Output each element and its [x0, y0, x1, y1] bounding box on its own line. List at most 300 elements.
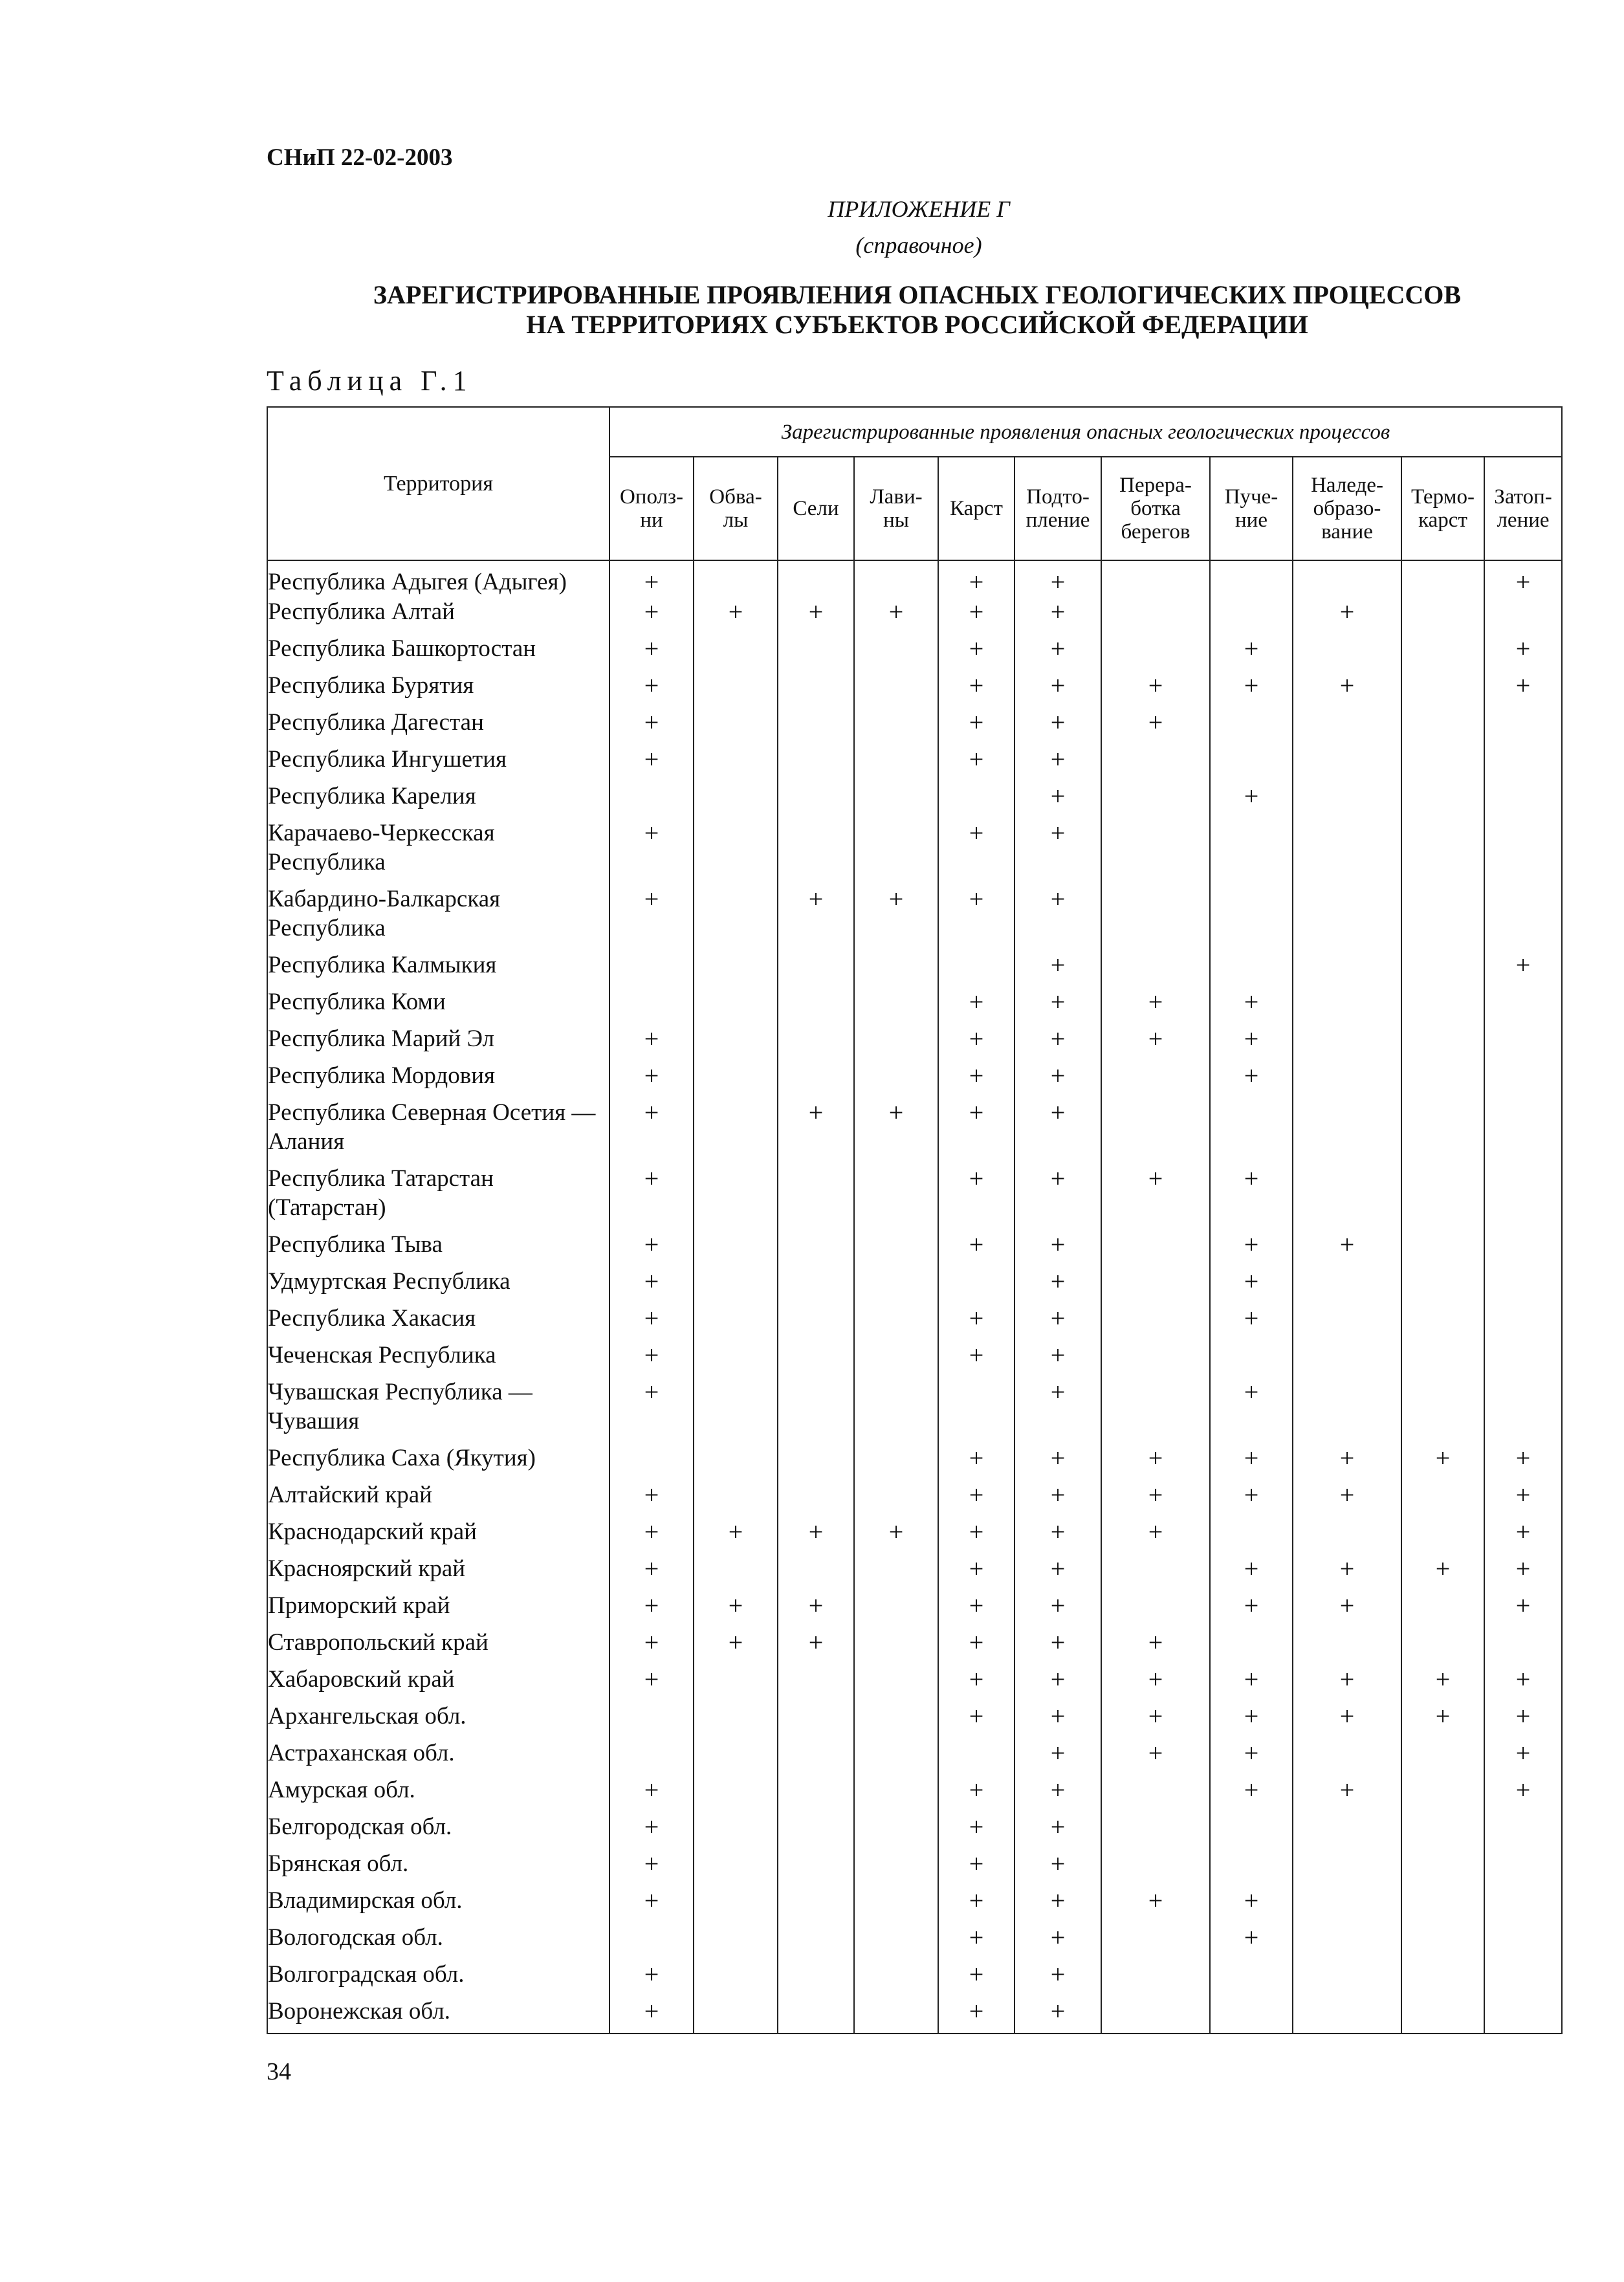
table-label: Таблица Г.1	[267, 365, 473, 397]
table-row	[267, 597, 1562, 634]
process-mark	[778, 1997, 854, 2034]
process-mark: +	[1101, 671, 1210, 708]
process-mark: +	[1015, 708, 1101, 745]
process-mark: +	[938, 708, 1015, 745]
process-mark: +	[1401, 1702, 1484, 1739]
appendix-note: (справочное)	[855, 232, 982, 258]
process-mark	[1101, 1849, 1210, 1886]
column-header: Сели	[778, 457, 854, 560]
table-row	[267, 1849, 1562, 1886]
process-mark: +	[1293, 1591, 1401, 1628]
process-mark	[938, 1377, 1015, 1443]
process-mark: +	[1015, 560, 1101, 597]
process-mark	[778, 1304, 854, 1341]
process-mark: +	[1015, 1702, 1101, 1739]
territory-name: Республика Бурятия	[267, 671, 609, 708]
process-mark	[1210, 560, 1293, 597]
process-mark	[1401, 782, 1484, 818]
process-mark	[1210, 745, 1293, 782]
process-mark: +	[1015, 1164, 1101, 1230]
process-mark: +	[694, 1591, 778, 1628]
process-mark: +	[1484, 634, 1562, 671]
process-mark	[1210, 1960, 1293, 1997]
document-title-line-1: ЗАРЕГИСТРИРОВАННЫЕ ПРОЯВЛЕНИЯ ОПАСНЫХ ГЕОЛОГИЧЕСКИХ ПРОЦЕССОВ	[373, 280, 1462, 309]
process-mark	[778, 560, 854, 597]
territory-name: Амурская обл.	[267, 1775, 609, 1812]
process-mark: +	[1484, 671, 1562, 708]
process-mark: +	[1015, 1230, 1101, 1267]
process-mark	[1101, 1960, 1210, 1997]
territory-name: Республика Алтай	[267, 597, 609, 634]
process-mark	[1101, 560, 1210, 597]
process-mark	[694, 1739, 778, 1775]
table-row	[267, 1702, 1562, 1739]
table-row	[267, 1923, 1562, 1960]
process-mark	[694, 745, 778, 782]
territory-name: Волгоградская обл.	[267, 1960, 609, 1997]
process-mark	[778, 1267, 854, 1304]
process-mark	[1401, 1061, 1484, 1098]
process-mark	[1484, 1098, 1562, 1164]
process-mark: +	[1210, 1377, 1293, 1443]
process-mark	[1484, 1923, 1562, 1960]
process-mark	[1293, 950, 1401, 987]
process-mark: +	[1015, 1628, 1101, 1665]
process-mark	[778, 1443, 854, 1480]
process-mark	[609, 950, 694, 987]
process-mark	[609, 1702, 694, 1739]
process-mark: +	[1101, 1024, 1210, 1061]
process-mark: +	[938, 745, 1015, 782]
process-mark: +	[938, 1230, 1015, 1267]
process-mark	[1293, 1304, 1401, 1341]
process-mark	[1210, 1997, 1293, 2034]
process-mark	[694, 1267, 778, 1304]
process-mark	[694, 782, 778, 818]
process-mark	[1484, 1886, 1562, 1923]
process-mark	[1401, 1098, 1484, 1164]
process-mark: +	[938, 884, 1015, 950]
process-mark	[1210, 950, 1293, 987]
process-mark	[1293, 884, 1401, 950]
process-mark: +	[1015, 1775, 1101, 1812]
process-mark: +	[1015, 1377, 1101, 1443]
process-mark	[1484, 1164, 1562, 1230]
process-mark: +	[609, 708, 694, 745]
process-mark: +	[1101, 1517, 1210, 1554]
process-mark	[1101, 884, 1210, 950]
process-mark: +	[1015, 634, 1101, 671]
document-title-line-2: НА ТЕРРИТОРИЯХ СУБЪЕКТОВ РОССИЙСКОЙ ФЕДЕРАЦИИ	[526, 310, 1308, 339]
process-mark	[854, 1164, 938, 1230]
process-mark	[1401, 1164, 1484, 1230]
process-mark: +	[1484, 1480, 1562, 1517]
process-mark	[1401, 1480, 1484, 1517]
process-mark	[938, 782, 1015, 818]
table-row	[267, 1341, 1562, 1377]
process-mark	[778, 1923, 854, 1960]
process-mark: +	[1015, 1098, 1101, 1164]
process-mark: +	[1210, 1591, 1293, 1628]
process-mark: +	[938, 1554, 1015, 1591]
process-mark	[854, 1739, 938, 1775]
territory-header: Территория	[267, 407, 609, 560]
process-mark	[1101, 1377, 1210, 1443]
process-mark	[1293, 1377, 1401, 1443]
process-mark: +	[778, 1517, 854, 1554]
process-mark	[854, 1267, 938, 1304]
process-mark: +	[938, 1775, 1015, 1812]
process-mark: +	[609, 1886, 694, 1923]
process-mark	[854, 634, 938, 671]
territory-name: Республика Дагестан	[267, 708, 609, 745]
process-mark: +	[694, 1517, 778, 1554]
process-mark	[1101, 1812, 1210, 1849]
process-mark	[1484, 1849, 1562, 1886]
process-mark: +	[1101, 1665, 1210, 1702]
territory-name: Республика Тыва	[267, 1230, 609, 1267]
process-mark: +	[938, 1517, 1015, 1554]
process-mark	[778, 818, 854, 884]
table-row	[267, 1997, 1562, 2034]
process-mark: +	[854, 1098, 938, 1164]
process-mark	[1484, 884, 1562, 950]
process-mark: +	[1484, 1443, 1562, 1480]
table-row	[267, 1591, 1562, 1628]
process-mark	[1101, 1061, 1210, 1098]
process-mark	[778, 782, 854, 818]
process-mark: +	[1210, 987, 1293, 1024]
table-row	[267, 1480, 1562, 1517]
process-mark: +	[1210, 1702, 1293, 1739]
territory-name: Республика Башкортостан	[267, 634, 609, 671]
process-mark	[1101, 1098, 1210, 1164]
process-mark	[854, 1480, 938, 1517]
process-mark: +	[1293, 1230, 1401, 1267]
process-mark: +	[938, 1960, 1015, 1997]
process-mark: +	[938, 1443, 1015, 1480]
process-mark	[694, 560, 778, 597]
process-mark: +	[1210, 1061, 1293, 1098]
process-mark: +	[1484, 1739, 1562, 1775]
process-mark: +	[1293, 1665, 1401, 1702]
territory-name: Астраханская обл.	[267, 1739, 609, 1775]
process-mark	[1401, 1775, 1484, 1812]
process-mark	[1293, 634, 1401, 671]
process-mark	[1484, 782, 1562, 818]
process-mark	[854, 708, 938, 745]
process-mark	[1101, 782, 1210, 818]
process-mark	[854, 782, 938, 818]
process-mark	[1401, 745, 1484, 782]
territory-name: Хабаровский край	[267, 1665, 609, 1702]
process-mark: +	[1015, 1024, 1101, 1061]
process-mark	[1293, 1061, 1401, 1098]
process-mark	[1293, 1997, 1401, 2034]
process-mark: +	[609, 1775, 694, 1812]
process-mark	[1484, 818, 1562, 884]
process-mark: +	[1484, 1591, 1562, 1628]
process-mark	[778, 634, 854, 671]
process-mark: +	[1101, 708, 1210, 745]
process-mark: +	[609, 745, 694, 782]
process-mark	[854, 1812, 938, 1849]
process-mark	[1210, 1849, 1293, 1886]
process-mark: +	[938, 987, 1015, 1024]
process-mark: +	[1210, 1164, 1293, 1230]
process-mark: +	[1293, 1480, 1401, 1517]
column-header: Затоп- ление	[1484, 457, 1562, 560]
process-mark: +	[778, 884, 854, 950]
process-mark	[854, 1377, 938, 1443]
territory-name: Кабардино-Балкарская Республика	[267, 884, 609, 950]
process-mark: +	[1101, 1164, 1210, 1230]
process-mark: +	[938, 671, 1015, 708]
process-mark: +	[609, 634, 694, 671]
process-mark: +	[1101, 1443, 1210, 1480]
process-mark	[694, 1702, 778, 1739]
process-mark	[609, 1923, 694, 1960]
process-mark: +	[1015, 1267, 1101, 1304]
appendix-label: ПРИЛОЖЕНИЕ Г	[828, 196, 1010, 222]
process-mark	[778, 671, 854, 708]
process-mark	[1293, 745, 1401, 782]
process-mark: +	[938, 1812, 1015, 1849]
process-mark: +	[609, 1997, 694, 2034]
process-mark	[778, 1702, 854, 1739]
process-mark	[1484, 1812, 1562, 1849]
process-mark	[778, 1554, 854, 1591]
process-mark	[778, 1775, 854, 1812]
process-mark: +	[1401, 1665, 1484, 1702]
process-mark	[1293, 708, 1401, 745]
table-row	[267, 1443, 1562, 1480]
territory-name: Республика Адыгея (Адыгея)	[267, 560, 609, 597]
process-mark	[1484, 1304, 1562, 1341]
process-mark	[1484, 1061, 1562, 1098]
process-mark	[1401, 597, 1484, 634]
process-mark	[1401, 1304, 1484, 1341]
document-code: СНиП 22-02-2003	[267, 144, 453, 171]
territory-name: Республика Татарстан (Татарстан)	[267, 1164, 609, 1230]
process-mark: +	[609, 818, 694, 884]
process-mark: +	[1015, 1960, 1101, 1997]
process-mark	[1401, 708, 1484, 745]
process-mark	[1101, 1775, 1210, 1812]
process-mark	[854, 1923, 938, 1960]
process-mark: +	[1101, 1739, 1210, 1775]
territory-name: Республика Саха (Якутия)	[267, 1443, 609, 1480]
process-mark: +	[1210, 1775, 1293, 1812]
process-mark: +	[1015, 1480, 1101, 1517]
process-mark	[694, 634, 778, 671]
process-mark	[1293, 1341, 1401, 1377]
territory-name: Приморский край	[267, 1591, 609, 1628]
process-mark	[1101, 818, 1210, 884]
process-mark: +	[1293, 1775, 1401, 1812]
process-mark: +	[1015, 1061, 1101, 1098]
territory-name: Карачаево-Черкесская Республика	[267, 818, 609, 884]
process-mark	[778, 1061, 854, 1098]
process-mark	[1401, 1377, 1484, 1443]
process-mark	[854, 1443, 938, 1480]
process-mark	[1401, 1923, 1484, 1960]
process-mark: +	[1015, 1886, 1101, 1923]
process-mark	[1210, 1517, 1293, 1554]
column-header: Пуче- ние	[1210, 457, 1293, 560]
process-mark: +	[938, 1480, 1015, 1517]
process-mark	[1484, 1960, 1562, 1997]
process-mark	[938, 950, 1015, 987]
process-mark	[694, 950, 778, 987]
process-mark	[1484, 708, 1562, 745]
process-mark: +	[1015, 1739, 1101, 1775]
process-mark	[1293, 1517, 1401, 1554]
column-header: Лави- ны	[854, 457, 938, 560]
column-header: Обва- лы	[694, 457, 778, 560]
process-mark: +	[938, 1702, 1015, 1739]
process-mark	[1401, 560, 1484, 597]
process-mark	[778, 708, 854, 745]
process-mark: +	[1210, 634, 1293, 671]
process-mark: +	[938, 1061, 1015, 1098]
process-mark	[1210, 818, 1293, 884]
process-mark	[1101, 1267, 1210, 1304]
table-row	[267, 884, 1562, 950]
process-mark: +	[609, 884, 694, 950]
process-mark: +	[1015, 671, 1101, 708]
process-mark: +	[938, 597, 1015, 634]
process-mark	[854, 950, 938, 987]
process-mark	[694, 1098, 778, 1164]
process-mark	[694, 1377, 778, 1443]
process-mark: +	[1293, 671, 1401, 708]
table-row	[267, 1304, 1562, 1341]
process-mark	[1101, 1591, 1210, 1628]
process-mark	[1484, 745, 1562, 782]
territory-name: Республика Карелия	[267, 782, 609, 818]
process-mark	[1101, 1923, 1210, 1960]
process-mark	[694, 1812, 778, 1849]
process-mark: +	[1210, 1480, 1293, 1517]
process-mark: +	[1015, 1923, 1101, 1960]
process-mark: +	[609, 1377, 694, 1443]
process-mark: +	[609, 1024, 694, 1061]
process-mark	[609, 1739, 694, 1775]
table-row	[267, 1665, 1562, 1702]
process-mark: +	[609, 1061, 694, 1098]
process-mark	[1101, 1554, 1210, 1591]
territory-name: Республика Коми	[267, 987, 609, 1024]
territory-name: Архангельская обл.	[267, 1702, 609, 1739]
table-row	[267, 671, 1562, 708]
process-mark: +	[1401, 1554, 1484, 1591]
process-mark	[1101, 1997, 1210, 2034]
process-mark: +	[1293, 597, 1401, 634]
process-mark: +	[1484, 950, 1562, 987]
process-mark: +	[609, 1267, 694, 1304]
process-mark: +	[854, 884, 938, 950]
process-mark	[1401, 1591, 1484, 1628]
process-mark: +	[609, 597, 694, 634]
territory-name: Республика Марий Эл	[267, 1024, 609, 1061]
territory-name: Вологодская обл.	[267, 1923, 609, 1960]
process-mark: +	[609, 1480, 694, 1517]
process-mark: +	[1015, 1554, 1101, 1591]
process-mark	[778, 1960, 854, 1997]
process-mark	[694, 1775, 778, 1812]
process-mark: +	[1210, 671, 1293, 708]
process-mark	[1401, 1849, 1484, 1886]
territory-name: Брянская обл.	[267, 1849, 609, 1886]
process-mark: +	[938, 1098, 1015, 1164]
process-mark: +	[938, 1665, 1015, 1702]
process-mark	[854, 560, 938, 597]
process-mark: +	[1015, 745, 1101, 782]
table-row	[267, 1267, 1562, 1304]
process-mark	[1101, 1341, 1210, 1377]
process-mark	[1293, 1628, 1401, 1665]
process-mark	[694, 818, 778, 884]
process-mark: +	[1101, 1886, 1210, 1923]
column-header: Наледе- образо- вание	[1293, 457, 1401, 560]
process-mark: +	[1484, 1702, 1562, 1739]
column-header: Перера- ботка берегов	[1101, 457, 1210, 560]
process-mark: +	[1015, 1812, 1101, 1849]
process-mark	[694, 1960, 778, 1997]
process-mark	[1484, 1024, 1562, 1061]
process-mark	[1484, 987, 1562, 1024]
process-mark	[938, 1739, 1015, 1775]
process-mark	[778, 1230, 854, 1267]
table-row	[267, 818, 1562, 884]
process-mark: +	[938, 1164, 1015, 1230]
process-mark	[1293, 1812, 1401, 1849]
process-mark: +	[1015, 1304, 1101, 1341]
process-mark	[1293, 1960, 1401, 1997]
process-mark	[1293, 1849, 1401, 1886]
process-mark: +	[1484, 1665, 1562, 1702]
process-mark	[694, 1230, 778, 1267]
process-mark	[694, 987, 778, 1024]
process-mark: +	[854, 1517, 938, 1554]
process-mark	[694, 1304, 778, 1341]
process-mark: +	[778, 1628, 854, 1665]
process-mark: +	[1015, 782, 1101, 818]
process-mark	[1401, 1812, 1484, 1849]
process-mark	[1484, 1628, 1562, 1665]
table-row	[267, 1960, 1562, 1997]
process-mark	[694, 1061, 778, 1098]
process-mark	[1210, 1098, 1293, 1164]
table-row	[267, 1024, 1562, 1061]
page-number: 34	[267, 2058, 291, 2085]
process-mark	[854, 1341, 938, 1377]
process-mark	[854, 1775, 938, 1812]
process-mark	[1484, 1230, 1562, 1267]
process-mark: +	[1293, 1702, 1401, 1739]
process-mark: +	[938, 1997, 1015, 2034]
territory-name: Красноярский край	[267, 1554, 609, 1591]
process-mark: +	[1101, 987, 1210, 1024]
process-mark	[854, 818, 938, 884]
process-mark	[854, 1665, 938, 1702]
process-mark	[1210, 597, 1293, 634]
process-mark	[854, 1997, 938, 2034]
table-row	[267, 634, 1562, 671]
process-mark	[778, 1377, 854, 1443]
process-mark	[1484, 1377, 1562, 1443]
